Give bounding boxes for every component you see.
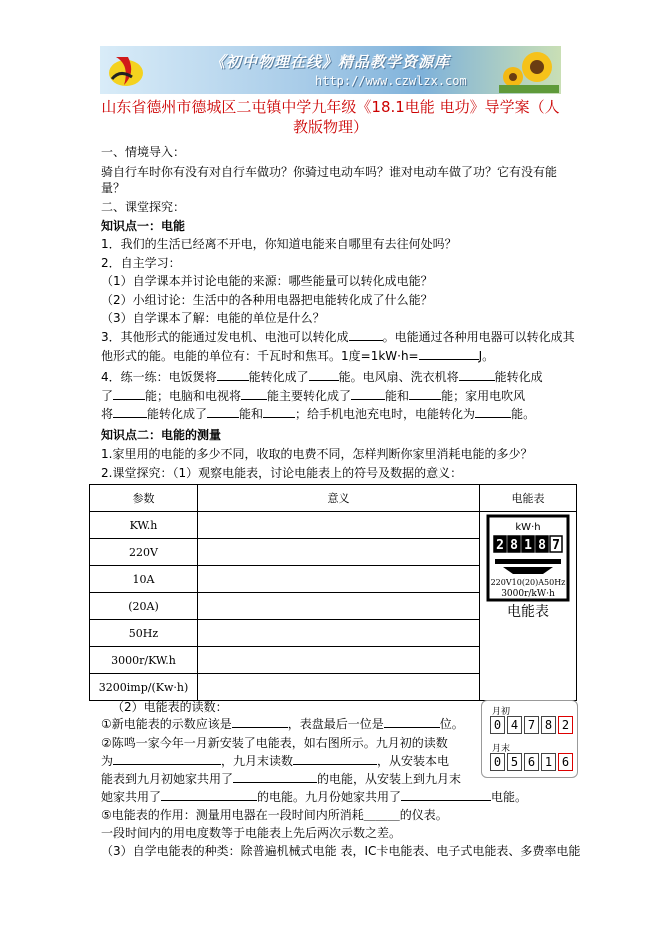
fill-blank[interactable] (233, 771, 317, 783)
reading-heading: （2）电能表的读数： (112, 700, 228, 714)
fill-blank[interactable] (232, 716, 288, 728)
kp1-q3-line1: 3．其他形式的能通过发电机、电池可以转化成 。电能通过各种用电器可以转化成其 (101, 330, 575, 344)
reading-digit: 2 (558, 716, 573, 734)
fill-blank[interactable] (351, 388, 385, 400)
reading-r2-line3: 能表到九月初她家共用了 的电能，从安装上到九月末 (101, 772, 462, 786)
fill-blank[interactable] (419, 348, 479, 360)
meaning-cell[interactable] (198, 674, 480, 701)
kp2-q2: 2.课堂探究：（1）观察电能表，讨论电能表上的符号及数据的意义： (101, 466, 463, 480)
meter-digit: 1 (524, 538, 532, 553)
table-header-param: 参数 (90, 485, 198, 512)
doc-title-line1: 山东省德州市德城区二屯镇中学九年级《18.1电能 电功》导学案（人 (101, 98, 560, 116)
fill-blank[interactable] (113, 406, 147, 418)
reading-r5: （3）自学电能表的种类：除普遍机械式电能 表，IC卡电能表、电子式电能表、多费率电能 (101, 844, 581, 858)
kp1-q2-1: （1）自学课本并讨论电能的来源：哪些能量可以转化成电能？ (101, 274, 433, 288)
reading-r3: ⑤电能表的作用：测量用电器在一段时间内所消耗＿＿＿的仪表。 (101, 808, 448, 822)
meter-spec1: 220V10(20)A50Hz (490, 578, 566, 587)
kp1-q1: 1．我们的生活已经离不开电，你知道电能来自哪里有去往何处吗？ (101, 237, 457, 251)
kp1-q3-line2: 他形式的能。电能的单位有：千瓦时和焦耳。1度=1kW·h= J。 (101, 349, 495, 363)
kp1-heading: 知识点一：电能 (101, 219, 186, 233)
meter-spec2: 3000r/kW·h (501, 589, 555, 599)
kp1-q4-line3: 将 能转化成了 能和 ；给手机电池充电时，电能转化为 能。 (101, 407, 536, 421)
table-row (90, 512, 577, 539)
section2-heading: 二、课堂探究： (101, 200, 186, 214)
kp1-q2-3: （3）自学课本了解：电能的单位是什么？ (101, 311, 325, 325)
site-logo-icon (106, 51, 146, 89)
param-cell: 3000r/KW.h (90, 647, 198, 674)
fill-blank[interactable] (475, 406, 511, 418)
section1-text-line1: 骑自行车时你有没有对自行车做功？你骑过电动车吗？谁对电动车做了功？它有没有能 (101, 165, 558, 179)
fill-blank[interactable] (241, 388, 267, 400)
fill-blank[interactable] (401, 789, 491, 801)
table-header-meaning: 意义 (198, 485, 480, 512)
reading-end-digits (490, 753, 575, 771)
section1-text-line2: 量？ (101, 181, 126, 195)
reading-digit: 6 (558, 753, 573, 771)
meter-digit: 8 (538, 538, 546, 553)
reading-r1: ①新电能表的示数应该是 ，表盘最后一位是 位。 (101, 717, 464, 731)
reading-digit: 6 (524, 753, 539, 771)
fill-blank[interactable] (217, 369, 249, 381)
fill-blank[interactable] (263, 406, 295, 418)
param-cell: 10A (90, 566, 198, 593)
meter-digit: 8 (510, 538, 518, 553)
meter-unit: kW·h (515, 522, 541, 533)
param-cell: (20A) (90, 593, 198, 620)
reading-digit: 1 (541, 753, 556, 771)
meter-readings-box (481, 700, 578, 778)
meaning-cell[interactable] (198, 620, 480, 647)
meter-image-cell (480, 512, 577, 701)
reading-r4: 一段时间内的用电度数等于电能表上先后两次示数之差。 (101, 826, 402, 840)
meaning-cell[interactable] (198, 566, 480, 593)
reading-digit: 5 (507, 753, 522, 771)
param-cell: 220V (90, 539, 198, 566)
fill-blank[interactable] (293, 753, 377, 765)
meaning-cell[interactable] (198, 539, 480, 566)
kp1-q2-2: （2）小组讨论：生活中的各种用电器把电能转化成了什么能？ (101, 293, 433, 307)
meter-digit: 2 (496, 538, 504, 553)
param-cell: 3200imp/(Kw·h) (90, 674, 198, 701)
fill-blank[interactable] (113, 753, 221, 765)
kp2-heading: 知识点二：电能的测量 (101, 428, 222, 442)
reading-digit: 0 (490, 716, 505, 734)
meter-digit: 7 (552, 538, 560, 553)
meaning-cell[interactable] (198, 593, 480, 620)
meaning-cell[interactable] (198, 512, 480, 539)
param-cell: 50Hz (90, 620, 198, 647)
table-header-meter: 电能表 (480, 485, 577, 512)
section1-heading: 一、情境导入： (101, 145, 186, 159)
reading-digit: 0 (490, 753, 505, 771)
energy-meter-icon (483, 512, 573, 622)
fill-blank[interactable] (349, 329, 383, 341)
doc-title-line2: 教版物理） (292, 118, 368, 136)
meter-parameter-table (89, 484, 577, 701)
reading-digit: 7 (524, 716, 539, 734)
reading-digit: 4 (507, 716, 522, 734)
fill-blank[interactable] (409, 388, 441, 400)
kp1-q2: 2．自主学习： (101, 256, 181, 270)
reading-start-label: 月初 (492, 707, 511, 717)
fill-blank[interactable] (384, 716, 440, 728)
kp1-q4-line1: 4．练一练：电饭煲将 能转化成了 能。电风扇、洗衣机将 能转化成 (101, 370, 543, 384)
fill-blank[interactable] (161, 789, 257, 801)
header-banner (100, 46, 561, 94)
fill-blank[interactable] (207, 406, 239, 418)
reading-r2-line1: ②陈鸣一家今年一月新安装了电能表，如右图所示。九月初的读数 (101, 736, 448, 750)
sunflower-icon (499, 47, 559, 93)
banner-title: 《初中物理在线》精品教学资源库 (210, 53, 451, 71)
kp1-q4-line2: 了 能；电脑和电视将 能主要转化成了 能和 能；家用电吹风 (101, 389, 526, 403)
kp2-q1: 1.家里用的电能的多少不同，收取的电费不同，怎样判断你家里消耗电能的多少？ (101, 447, 533, 461)
meter-caption: 电能表 (507, 604, 549, 620)
reading-digit: 8 (541, 716, 556, 734)
reading-r2-line4: 她家共用了 的电能。九月份她家共用了 电能。 (101, 790, 528, 804)
param-cell: KW.h (90, 512, 198, 539)
banner-url: http://www.czwlzx.com (315, 74, 467, 88)
fill-blank[interactable] (309, 369, 339, 381)
reading-end-label: 月末 (492, 744, 511, 754)
fill-blank[interactable] (113, 388, 145, 400)
reading-r2-line2: 为 ，九月末读数 ，从安装本电 (101, 754, 450, 768)
meaning-cell[interactable] (198, 647, 480, 674)
reading-start-digits (490, 716, 575, 734)
table-header-row (90, 485, 577, 512)
fill-blank[interactable] (459, 369, 495, 381)
